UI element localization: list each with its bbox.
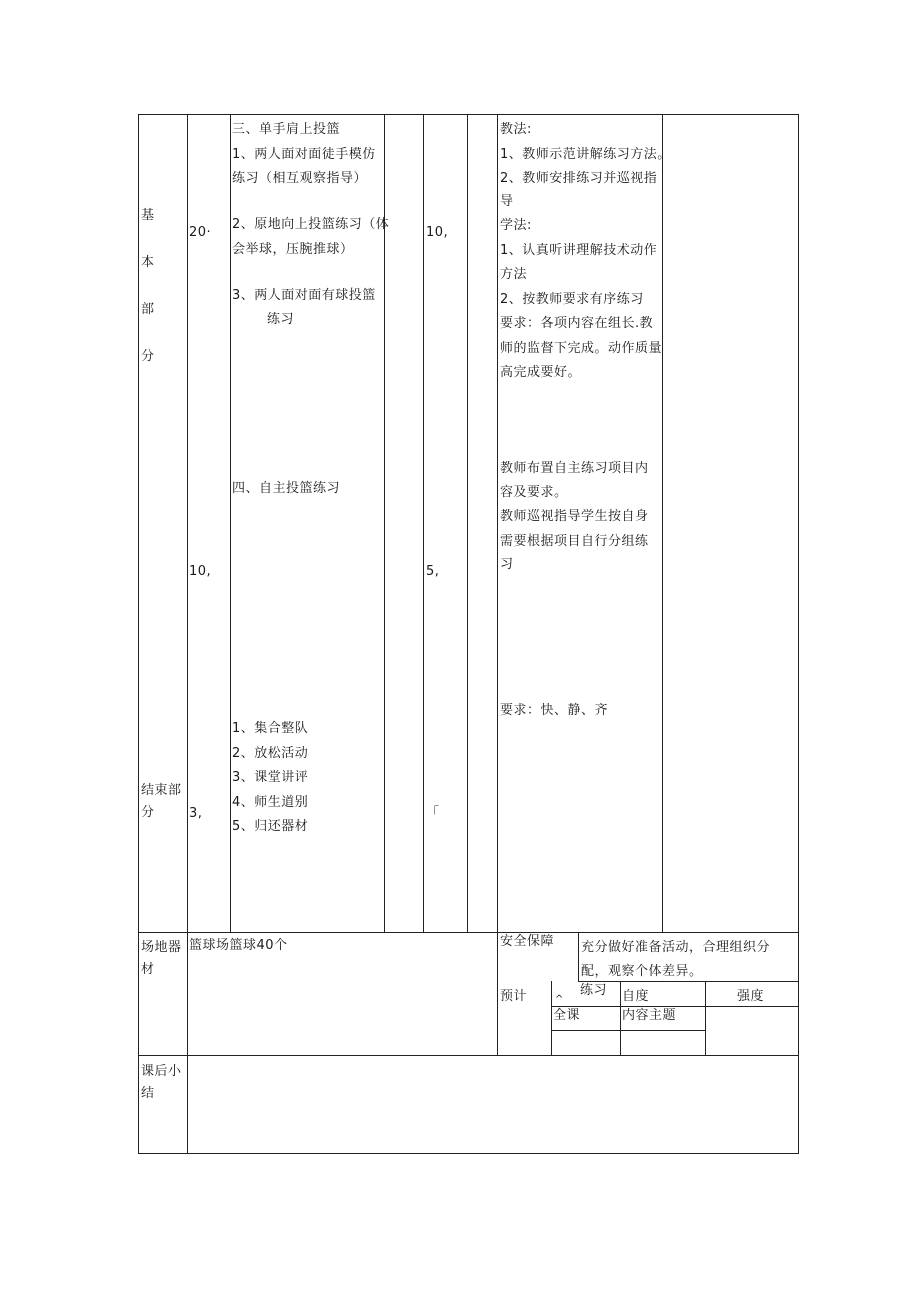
auto-practice-time: 10, — [189, 564, 212, 579]
end-item-5: 5、归还器材 — [232, 819, 309, 834]
col-divider-safety-value — [578, 932, 579, 981]
content-line-1: 三、单手肩上投篮 — [232, 122, 341, 137]
free-practice-title: 四、自主投篮练习 — [232, 481, 341, 496]
end-section-label: 结束部分 — [141, 783, 182, 820]
end-item-2: 2、放松活动 — [232, 746, 309, 761]
row-divider-venue — [138, 932, 799, 933]
method-line-4: 导 — [500, 194, 514, 209]
main-time: 20· — [189, 225, 212, 240]
free-method-line-3: 教师巡视指导学生按自身 — [500, 509, 649, 524]
main-section-label-1: 基 — [141, 208, 155, 223]
safety-value: 充分做好准备活动，合理组织分配，观察个体差异。 — [581, 940, 771, 979]
method-line-1: 教法: — [500, 122, 532, 137]
end-requirement: 要求：快、静、齐 — [500, 703, 609, 718]
method-line-9: 要求：各项内容在组长.教 — [500, 316, 654, 331]
table-left-border — [138, 114, 139, 1154]
summary-label: 课后小结 — [141, 1064, 182, 1101]
venue-value: 篮球场篮球40个 — [189, 938, 288, 953]
col-divider-time — [187, 114, 188, 1154]
content-line-5: 会举球，压腕推球） — [232, 242, 354, 257]
col-divider-estimate-intensity — [705, 981, 706, 1055]
content-line-3: 练习（相互观察指导） — [232, 171, 368, 186]
row-divider-summary — [138, 1055, 799, 1056]
end-time: 3, — [189, 806, 203, 821]
estimate-row-topic: 内容主题 — [622, 1008, 677, 1023]
end-item-4: 4、师生道别 — [232, 795, 309, 810]
method-line-7: 方法 — [500, 267, 528, 282]
method-line-3: 2、教师安排练习并巡视指 — [500, 171, 658, 186]
venue-label: 场地器材 — [141, 940, 182, 977]
table-right-border — [798, 114, 799, 1154]
end-item-3: 3、课堂讲评 — [232, 770, 309, 785]
free-method-line-1: 教师布置自主练习项目内 — [500, 461, 649, 476]
content-line-2: 1、两人面对面徒手模仿 — [232, 147, 376, 162]
estimate-label: 预计 — [500, 989, 528, 1004]
free-method-line-4: 需要根据项目自行分组练 — [500, 534, 649, 549]
col-divider-estimate-density — [620, 981, 621, 1055]
main-section-label-4: 分 — [141, 349, 155, 364]
estimate-intensity-header: 强度 — [737, 989, 765, 1004]
col-divider-org — [662, 114, 663, 932]
main-section-label-3: 部 — [141, 302, 155, 317]
method-line-11: 高完成要好。 — [500, 365, 582, 380]
main-section-label-2: 本 — [141, 255, 155, 270]
row-divider-estimate-whole — [551, 1030, 705, 1031]
summary-content-area[interactable] — [189, 1057, 797, 1152]
method-line-2: 1、教师示范讲解练习方法。 — [500, 147, 671, 162]
main-reps: 10, — [426, 225, 449, 240]
col-divider-c — [467, 114, 468, 932]
estimate-practice-header: 练习 — [580, 983, 608, 998]
table-bottom-border — [138, 1153, 799, 1154]
content-line-7: 练习 — [267, 312, 295, 327]
estimate-practice-subheader: ^ — [555, 994, 564, 1005]
estimate-density-header: 自度 — [622, 989, 650, 1004]
method-line-6: 1、认真听讲理解技术动作 — [500, 243, 658, 258]
end-reps: 「 — [426, 806, 440, 821]
safety-label: 安全保障 — [500, 934, 555, 949]
estimate-row-whole: 全课 — [553, 1008, 581, 1023]
method-line-8: 2、按教师要求有序练习 — [500, 292, 644, 307]
col-divider-content — [230, 114, 231, 932]
content-line-6: 3、两人面对面有球投篮 — [232, 288, 376, 303]
col-divider-method — [497, 114, 498, 1055]
free-method-line-5: 习 — [500, 557, 514, 572]
auto-practice-reps: 5, — [426, 564, 440, 579]
content-line-4: 2、原地向上投篮练习（体 — [232, 217, 390, 232]
table-top-border — [138, 114, 799, 115]
col-divider-estimate-practice — [551, 981, 552, 1055]
col-divider-b — [423, 114, 424, 932]
free-method-line-2: 容及要求。 — [500, 485, 568, 500]
end-item-1: 1、集合整队 — [232, 721, 309, 736]
method-line-10: 师的监督下完成。动作质量 — [500, 341, 663, 356]
method-line-5: 学法: — [500, 218, 532, 233]
